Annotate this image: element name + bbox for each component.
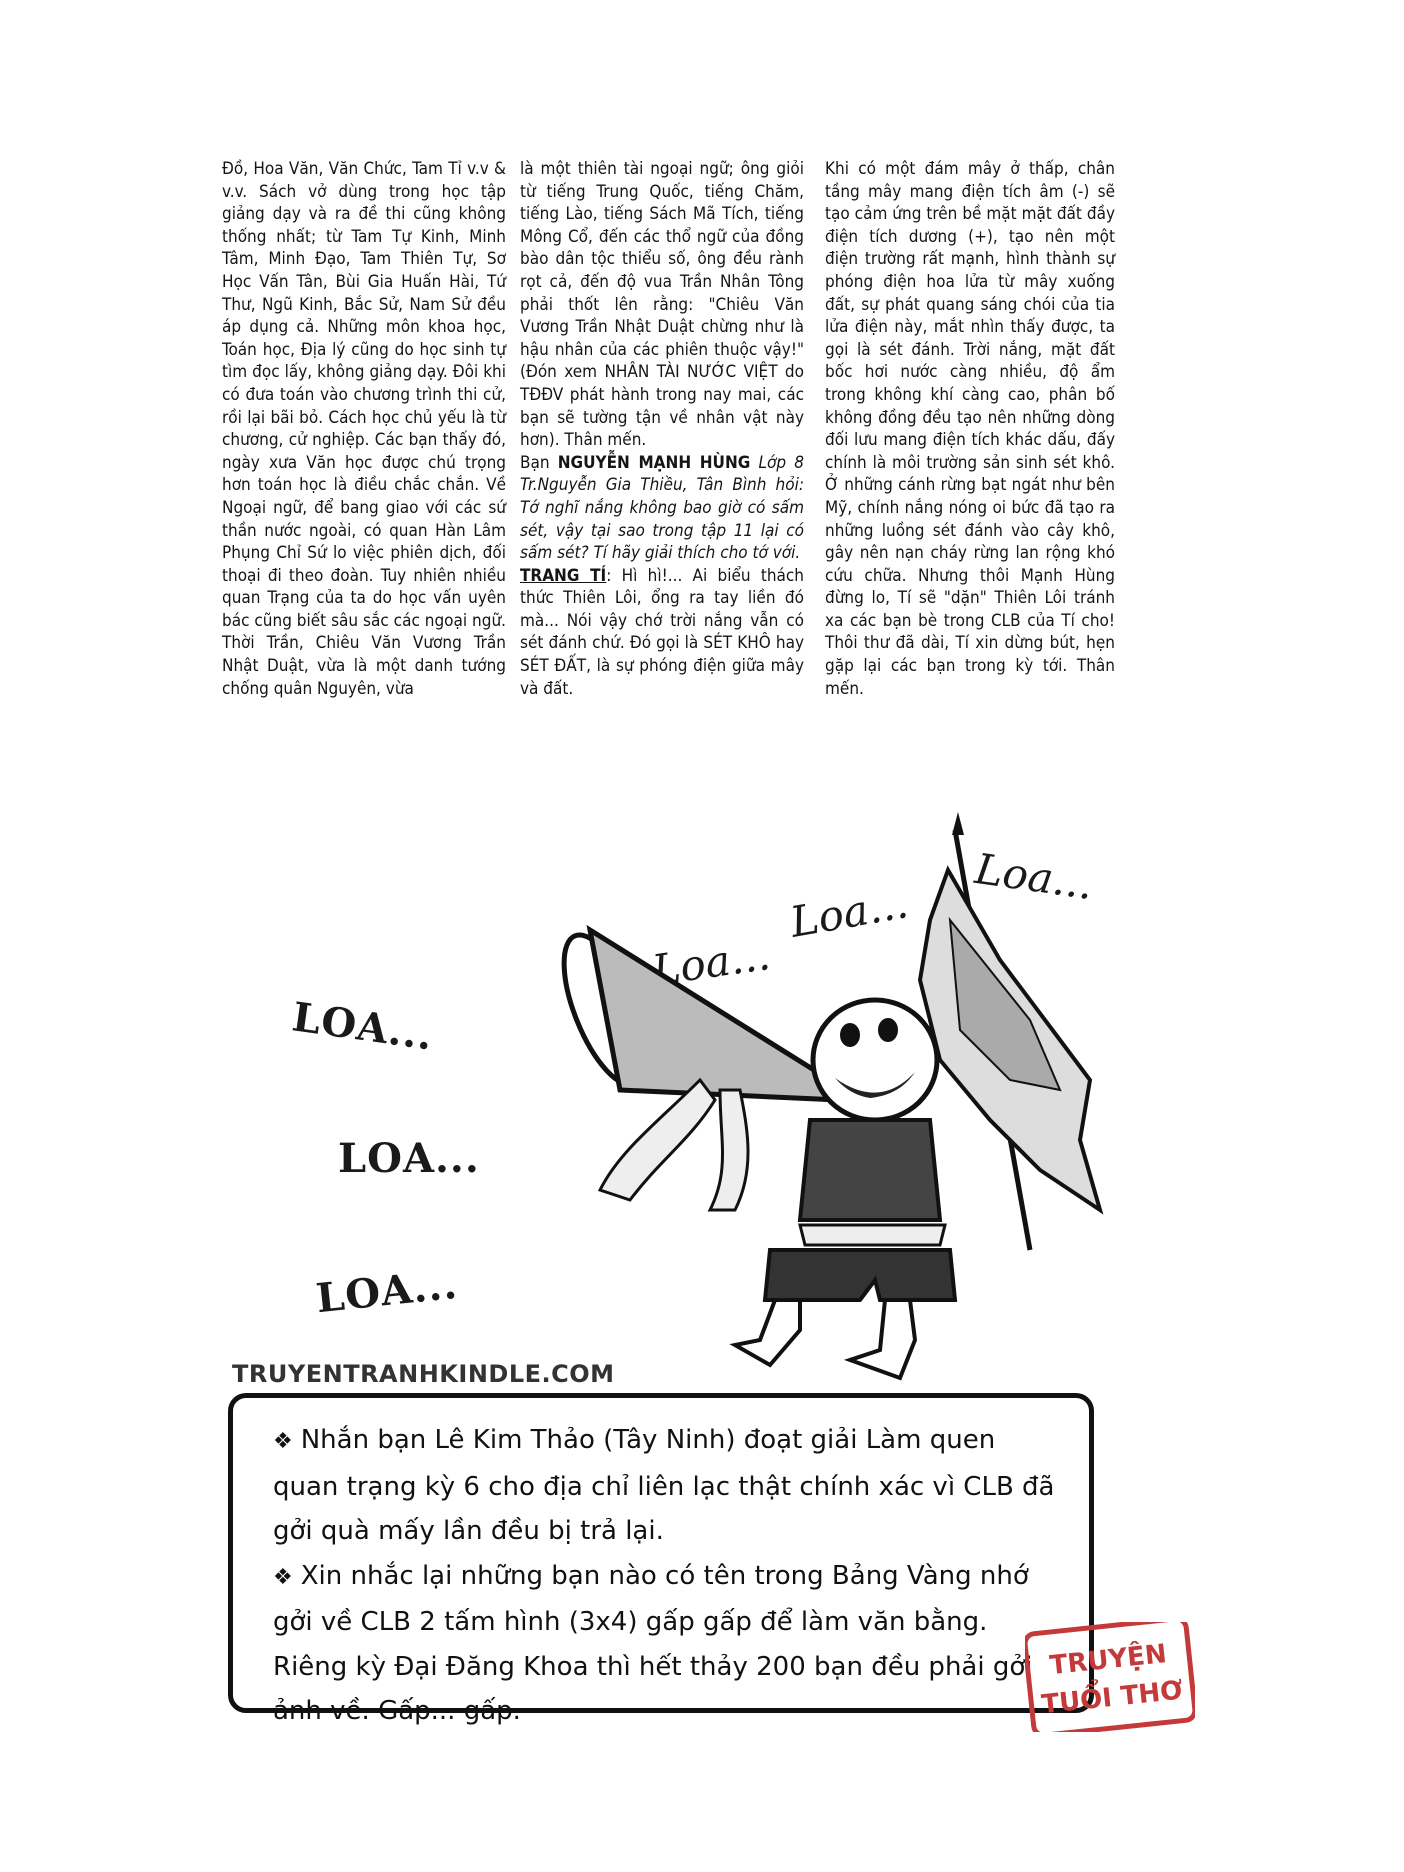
column3-text: Khi có một đám mây ở thấp, chân tầng mây mang điện tích âm (-) sẽ tạo cảm ứng trên bề mặt mặt đất đầy điện tích dương (+), tạo nên một điện trường rất mạnh, hình thành sự phóng điện hoa lửa từ mây xuống đất, sự phát quang sáng chói của tia lửa điện này, mắt nhìn thấy được, ta gọi là sét đánh. Trời nắng, mặt đất bốc hơi nước càng nhiều, độ ẩm trong không khí càng cao, phân bố không đồng đều tạo nên những dòng đối lưu mang điện tích khác dấu, đấy chính là môi trường sản sinh sét khô. Ở những cánh rừng bạt ngát như bên Mỹ, chính nắng nóng oi bức đã tạo ra những luồng sét đánh vào cây khô, gây nên nạn cháy rừng lan rộng khó cứu chữa. Nhưng thôi Mạnh Hùng đừng lo, Tí sẽ "dặn" Thiên Lôi tránh xa các bạn bè trong CLB của Tí cho! Thôi thư đã dài, Tí xin dừng bút, hẹn gặp lại các bạn trong kỳ tới. Thân mến.	[825, 159, 1115, 699]
stamp-line-2: TUỔI THƠ	[1040, 1675, 1185, 1721]
notice-item-2	[273, 1554, 1067, 1734]
diamond-bullet-icon: ❖	[273, 1429, 293, 1454]
reader-question: Lớp 8 Tr.Nguyễn Gia Thiều, Tân Bình hỏi: Tớ nghĩ nắng không bao giờ có sấm sét, vậy tại sao trong tập 11 lại có sấm sét? Tí hãy giải thích cho tớ với.	[520, 452, 804, 564]
diamond-bullet-icon: ❖	[273, 1564, 293, 1590]
reader-prefix: Bạn	[520, 452, 558, 473]
answer-text: : Hì hì!... Ai biểu thách thức Thiên Lôi, ổng ra tay liền đó mà... Nói vậy chớ trời nắng vẫn có sét đánh chứ. Đó gọi là SÉT KHÔ hay SÉT ĐẤT, là sự phóng điện giữa mây và đất.	[520, 565, 805, 699]
loa-script-2: Loa...	[786, 878, 912, 947]
loa-script-1: Loa...	[649, 930, 774, 995]
ribbon-left	[600, 1080, 715, 1200]
loa-script-3: Loa...	[972, 844, 1097, 909]
loa-text-1: LOA...	[289, 993, 437, 1060]
boy-belt	[800, 1225, 945, 1245]
boy-leg-right	[850, 1300, 915, 1378]
column1-text: Đồ, Hoa Văn, Văn Chức, Tam Tỉ v.v & v.v. Sách vở dùng trong học tập giảng dạy và ra đề thi cũng không thống nhất; từ Tam Tự Kinh, Minh Tâm, Minh Đạo, Tam Thiên Tự, Sơ Học Vấn Tân, Bùi Gia Huấn Hài, Tứ Thư, Ngũ Kinh, Bắc Sử, Nam Sử đều áp dụng cả. Những môn khoa học, Toán học, Địa lý cũng do học sinh tự tìm đọc lấy, không giảng dạy. Đôi khi có đưa toán vào chương trình thi cử, rồi lại bãi bỏ. Cách học chủ yếu là từ chương, cử nghiệp. Các bạn thấy đó, ngày xưa Văn học được chú trọng hơn toán học là điều chắc chắn. Về Ngoại ngữ, để bang giao với các sứ thần nước ngoài, có quan Hàn Lâm Phụng Chỉ Sứ lo việc phiên dịch, đối thoại đi theo đoàn. Tuy nhiên nhiều quan Trạng của ta do học vấn uyên bác cũng biết sâu sắc các ngoại ngữ. Thời Trần, Chiêu Văn Vương Trần Nhật Duật, vừa là một danh tướng chống quân Nguyên, vừa	[222, 159, 506, 699]
site-url: TRUYENTRANHKINDLE.COM	[232, 1360, 615, 1388]
boy-eye-right	[878, 1018, 898, 1042]
loa-text-3: LOA...	[313, 1260, 460, 1323]
notice-box	[228, 1393, 1094, 1726]
notice-item-2-text: Xin nhắc lại những bạn nào có tên trong Bảng Vàng nhớ gởi về CLB 2 tấm hình (3x4) gấp gấp để làm văn bằng. Riêng kỳ Đại Đăng Khoa thì hết thảy 200 bạn đều phải gởi ảnh về. Gấp... gấp.	[273, 1560, 1033, 1726]
boy-pants	[765, 1250, 955, 1300]
notice-item-1	[273, 1418, 1067, 1554]
notice-item-1-text: Nhắn bạn Lê Kim Thảo (Tây Ninh) đoạt giải Làm quen quan trạng kỳ 6 cho địa chỉ liên lạc thật chính xác vì CLB đã gởi quà mấy lần đều bị trả lại.	[273, 1425, 1055, 1546]
reader-name: NGUYỄN MẠNH HÙNG	[557, 452, 751, 473]
ribbon-right	[710, 1090, 748, 1210]
truyen-tuoi-tho-stamp	[1025, 1622, 1195, 1732]
column2-text1: là một thiên tài ngoại ngữ; ông giỏi từ tiếng Trung Quốc, tiếng Chăm, tiếng Lào, tiếng Sách Mã Tích, tiếng Mông Cổ, đến các thổ ngữ của đồng bào dân tộc thiểu số, ông đều rành rọt cả, đến độ vua Trần Nhân Tông phải thốt lên rằng: "Chiêu Văn Vương Trần Nhật Duật chừng như là hậu nhân của các phiên thuộc vậy!" (Đón xem NHÂN TÀI NƯỚC VIỆT do TĐĐV phát hành trong nay mai, các bạn sẽ tường tận về nhân vật này hơn). Thân mến.	[520, 159, 804, 451]
answer-label: TRANG TÍ	[520, 565, 607, 586]
boy-leg-left	[735, 1300, 800, 1365]
boy-shirt	[800, 1120, 940, 1220]
boy-head	[813, 1000, 937, 1120]
flag-pole-tip	[952, 812, 964, 835]
stamp-line-1: TRUYỆN	[1048, 1639, 1169, 1682]
megaphone-body	[590, 930, 840, 1100]
loa-text-2: LOA...	[338, 1135, 480, 1182]
boy-eye-left	[840, 1023, 860, 1047]
